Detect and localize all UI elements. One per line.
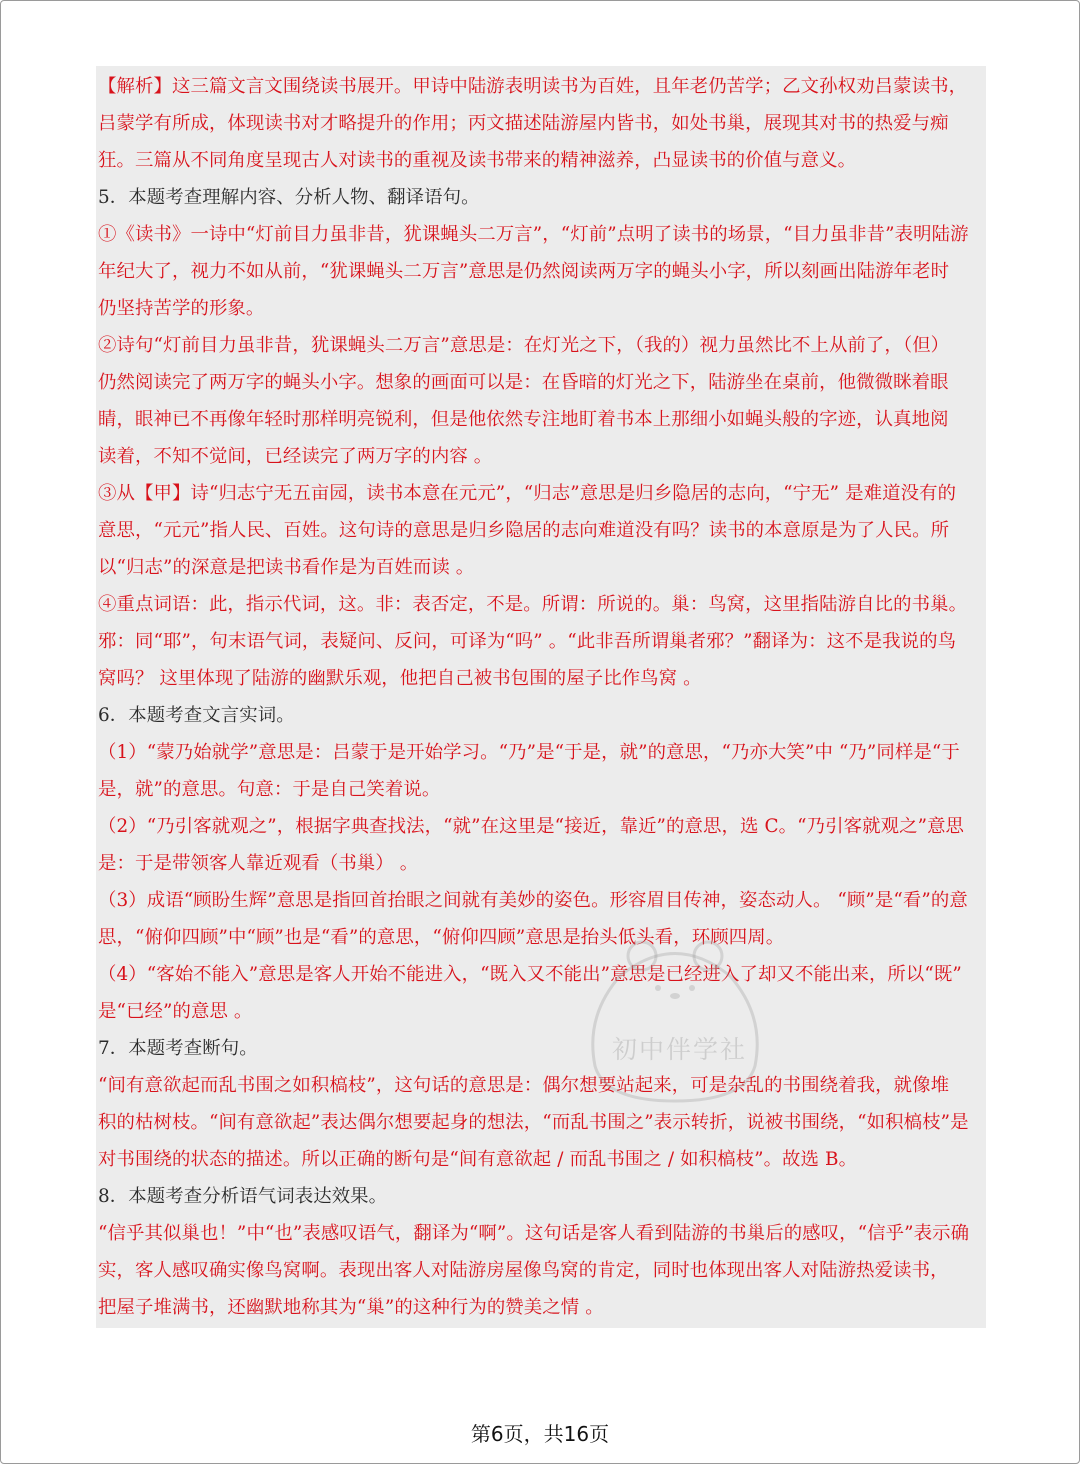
- analysis-line: 窝吗？ 这里体现了陆游的幽默乐观，他把自己被书包围的屋子比作鸟窝 。: [98, 668, 702, 689]
- analysis-line: 积的枯树枝。“间有意欲起”表达偶尔想要起身的想法，“而乱书围之”表示转折，说被书围绕，“如积槁枝”是: [98, 1112, 969, 1133]
- question-heading: 5．本题考查理解内容、分析人物、翻译语句。: [98, 187, 480, 208]
- analysis-line: 仍坚持苦学的形象。: [98, 298, 265, 319]
- analysis-line: 读着，不知不觉间，已经读完了两万字的内容 。: [98, 446, 493, 467]
- analysis-line: 实，客人感叹确实像鸟窝啊。表现出客人对陆游房屋像鸟窝的肯定，同时也体现出客人对陆游热爱读书，: [98, 1260, 949, 1281]
- analysis-line: （4）“客始不能入”意思是客人开始不能进入，“既入又不能出”意思是已经进入了却又不能出来，所以“既”: [98, 964, 962, 985]
- watermark-text: 初中伴学社: [612, 1035, 748, 1064]
- analysis-line: （1）“蒙乃始就学”意思是：吕蒙于是开始学习。“乃”是“于是，就”的意思，“乃亦大笑”中 “乃”同样是“于: [98, 742, 960, 763]
- analysis-line: “信乎其似巢也！”中“也”表感叹语气，翻译为“啊”。这句话是客人看到陆游的书巢后的感叹，“信乎”表示确: [98, 1223, 970, 1244]
- analysis-line: ③从【甲】诗“归志宁无五亩园，读书本意在元元”，“归志”意思是归乡隐居的志向，“宁无” 是难道没有的: [98, 483, 957, 504]
- analysis-line: “间有意欲起而乱书围之如积槁枝”，这句话的意思是：偶尔想要站起来，可是杂乱的书围绕着我，就像堆: [98, 1075, 950, 1096]
- analysis-line: （3）成语“顾盼生辉”意思是指回首抬眼之间就有美妙的姿色。形容眉目传神，姿态动人。 “顾”是“看”的意: [98, 890, 968, 911]
- analysis-line: 【解析】这三篇文言文围绕读书展开。甲诗中陆游表明读书为百姓，且年老仍苦学；乙文孙权劝吕蒙读书，: [98, 76, 968, 97]
- analysis-line: 对书围绕的状态的描述。所以正确的断句是“间有意欲起 / 而乱书围之 / 如积槁枝”。故选 B。: [98, 1149, 858, 1170]
- analysis-line: ②诗句“灯前目力虽非昔，犹课蝇头二万言”意思是：在灯光之下，（我的）视力虽然比不上从前了，（但）: [98, 335, 950, 356]
- analysis-line: ④重点词语：此，指示代词，这。非：表否定，不是。所谓：所说的。巢：鸟窝，这里指陆游自比的书巢。: [98, 594, 968, 615]
- analysis-line: 以“归志”的深意是把读书看作是为百姓而读 。: [98, 557, 475, 578]
- analysis-line: 把屋子堆满书，还幽默地称其为“巢”的这种行为的赞美之情 。: [98, 1297, 604, 1318]
- analysis-line: 睛，眼神已不再像年轻时那样明亮锐利，但是他依然专注地盯着书本上那细小如蝇头般的字迹，认真地阅: [98, 409, 949, 430]
- analysis-line: 仍然阅读完了两万字的蝇头小字。想象的画面可以是：在昏暗的灯光之下，陆游坐在桌前，他微微眯着眼: [98, 372, 949, 393]
- analysis-line: 思，“俯仰四顾”中“顾”也是“看”的意思，“俯仰四顾”意思是抬头低头看，环顾四周。: [98, 927, 785, 948]
- page-number-footer: 第6页，共16页: [470, 1422, 610, 1446]
- analysis-line: ①《读书》一诗中“灯前目力虽非昔，犹课蝇头二万言”，“灯前”点明了读书的场景，“目力虽非昔”表明陆游: [98, 224, 969, 245]
- question-heading: 8．本题考查分析语气词表达效果。: [98, 1186, 388, 1207]
- analysis-line: （2）“乃引客就观之”，根据字典查找法，“就”在这里是“接近，靠近”的意思，选 C。“乃引客就观之”意思: [98, 816, 965, 837]
- analysis-line: 意思，“元元”指人民、百姓。这句诗的意思是归乡隐居的志向难道没有吗？读书的本意原是为了人民。所: [98, 520, 950, 541]
- analysis-line: 是，就”的意思。句意：于是自己笑着说。: [98, 779, 441, 800]
- analysis-line: 邪：同“耶”，句末语气词，表疑问、反问，可译为“吗” 。“此非吾所谓巢者邪？”翻译为：这不是我说的鸟: [98, 631, 957, 652]
- question-heading: 6．本题考查文言实词。: [98, 705, 295, 726]
- answer-analysis-block: [96, 66, 986, 1328]
- analysis-line: 年纪大了，视力不如从前，“犹课蝇头二万言”意思是仍然阅读两万字的蝇头小字，所以刻画出陆游年老时: [98, 261, 950, 282]
- analysis-line: 是：于是带领客人靠近观看（书巢） 。: [98, 853, 419, 874]
- analysis-line: 吕蒙学有所成，体现读书对才略提升的作用；丙文描述陆游屋内皆书，如处书巢，展现其对书的热爱与痴: [98, 113, 949, 134]
- question-heading: 7．本题考查断句。: [98, 1038, 258, 1059]
- analysis-line: 狂。三篇从不同角度呈现古人对读书的重视及读书带来的精神滋养，凸显读书的价值与意义。: [98, 150, 857, 171]
- analysis-line: 是“已经”的意思 。: [98, 1001, 253, 1022]
